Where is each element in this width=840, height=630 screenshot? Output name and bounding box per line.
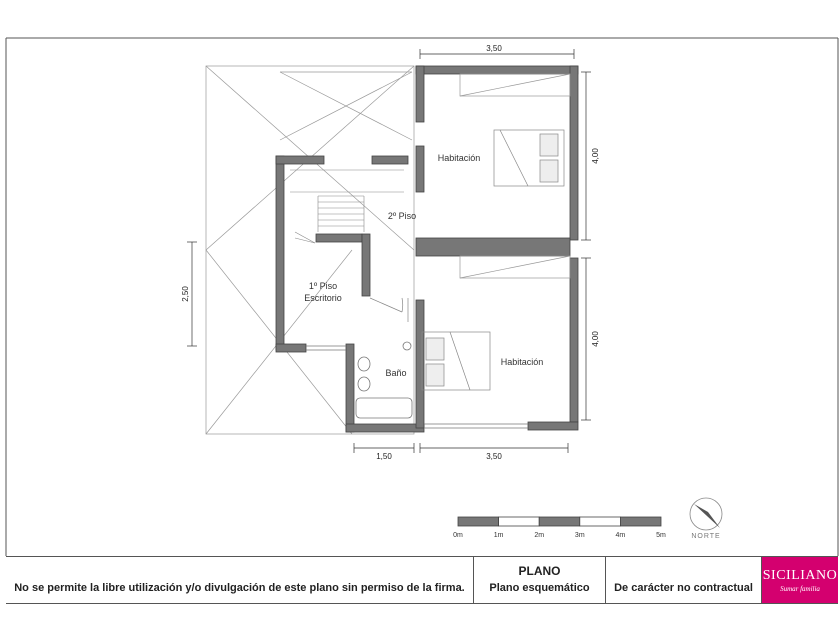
brand-tagline: Sumar familia bbox=[780, 584, 820, 593]
wall-bath-right bbox=[416, 300, 424, 428]
bathroom-fixtures bbox=[356, 342, 412, 418]
scale-label: 2m bbox=[534, 532, 545, 539]
scale-label: 1m bbox=[493, 532, 504, 539]
wall-right-upper bbox=[570, 66, 578, 240]
wall-stair-bottom bbox=[316, 234, 362, 242]
room-label-bedroom-top: Habitación bbox=[437, 153, 481, 163]
scale-segment bbox=[539, 517, 580, 526]
bidet-icon bbox=[358, 357, 370, 371]
bathtub-icon bbox=[356, 398, 412, 418]
wall-left-mid bbox=[416, 146, 424, 192]
stair-lines bbox=[290, 170, 404, 243]
room-label-bathroom: Baño bbox=[385, 368, 407, 378]
disclaimer-cell bbox=[6, 557, 474, 603]
dim-bottom-right: 3,50 bbox=[486, 452, 502, 461]
north-arrow-icon bbox=[690, 498, 722, 530]
scale-label: 4m bbox=[615, 532, 626, 539]
wall-bottom-right bbox=[528, 422, 578, 430]
scale-segment bbox=[580, 517, 621, 526]
brand-name: SICILIANO bbox=[762, 567, 838, 583]
wall-stair-top-left bbox=[276, 156, 324, 164]
scale-label: 5m bbox=[656, 532, 666, 539]
sink-icon bbox=[403, 342, 411, 350]
contract-note: De carácter no contractual bbox=[614, 582, 753, 594]
wall-stair-top-right bbox=[372, 156, 408, 164]
wall-office-left bbox=[276, 156, 284, 350]
roof-area bbox=[206, 66, 417, 434]
room-label-second-floor: 2º Piso bbox=[387, 211, 417, 221]
room-label-bedroom-bottom: Habitación bbox=[500, 357, 544, 367]
wall-bath-left bbox=[346, 344, 354, 432]
plan-subtitle: Plano esquemático bbox=[489, 582, 590, 594]
bed-bottom bbox=[422, 332, 490, 390]
scale-label: 3m bbox=[574, 532, 585, 539]
wall-office-bottom bbox=[276, 344, 306, 352]
toilet-icon bbox=[358, 377, 370, 391]
title-block bbox=[6, 556, 838, 604]
wall-right-lower bbox=[570, 258, 578, 422]
brand-logo bbox=[762, 557, 838, 603]
scale-label: 0m bbox=[453, 532, 463, 539]
dim-left-height: 2,50 bbox=[181, 286, 190, 302]
compass-label: NORTE bbox=[691, 533, 721, 540]
wall-middle bbox=[416, 238, 570, 256]
note-cell bbox=[606, 557, 762, 603]
dim-right-lower: 4,00 bbox=[591, 331, 600, 347]
dim-bottom-left: 1,50 bbox=[376, 452, 392, 461]
scale-segment bbox=[620, 517, 661, 526]
disclaimer-text: No se permite la libre utilización y/o divulgación de este plano sin permiso de la firma. bbox=[14, 582, 465, 594]
wall-left-upper bbox=[416, 66, 424, 122]
bed-top bbox=[494, 130, 564, 186]
scale-segment bbox=[499, 517, 540, 526]
title-cell bbox=[474, 557, 606, 603]
wall-bath-bottom bbox=[346, 424, 424, 432]
scale-bar bbox=[453, 517, 666, 539]
doors bbox=[370, 298, 408, 322]
room-label-office-line1: 1º Piso bbox=[308, 281, 338, 291]
dim-top-width: 3,50 bbox=[486, 44, 502, 53]
dim-right-upper: 4,00 bbox=[591, 148, 600, 164]
plan-title: PLANO bbox=[518, 564, 561, 578]
wall-office-right bbox=[362, 234, 370, 296]
wall-top bbox=[416, 66, 578, 74]
scale-segment bbox=[458, 517, 499, 526]
room-label-office-line2: Escritorio bbox=[304, 293, 342, 303]
